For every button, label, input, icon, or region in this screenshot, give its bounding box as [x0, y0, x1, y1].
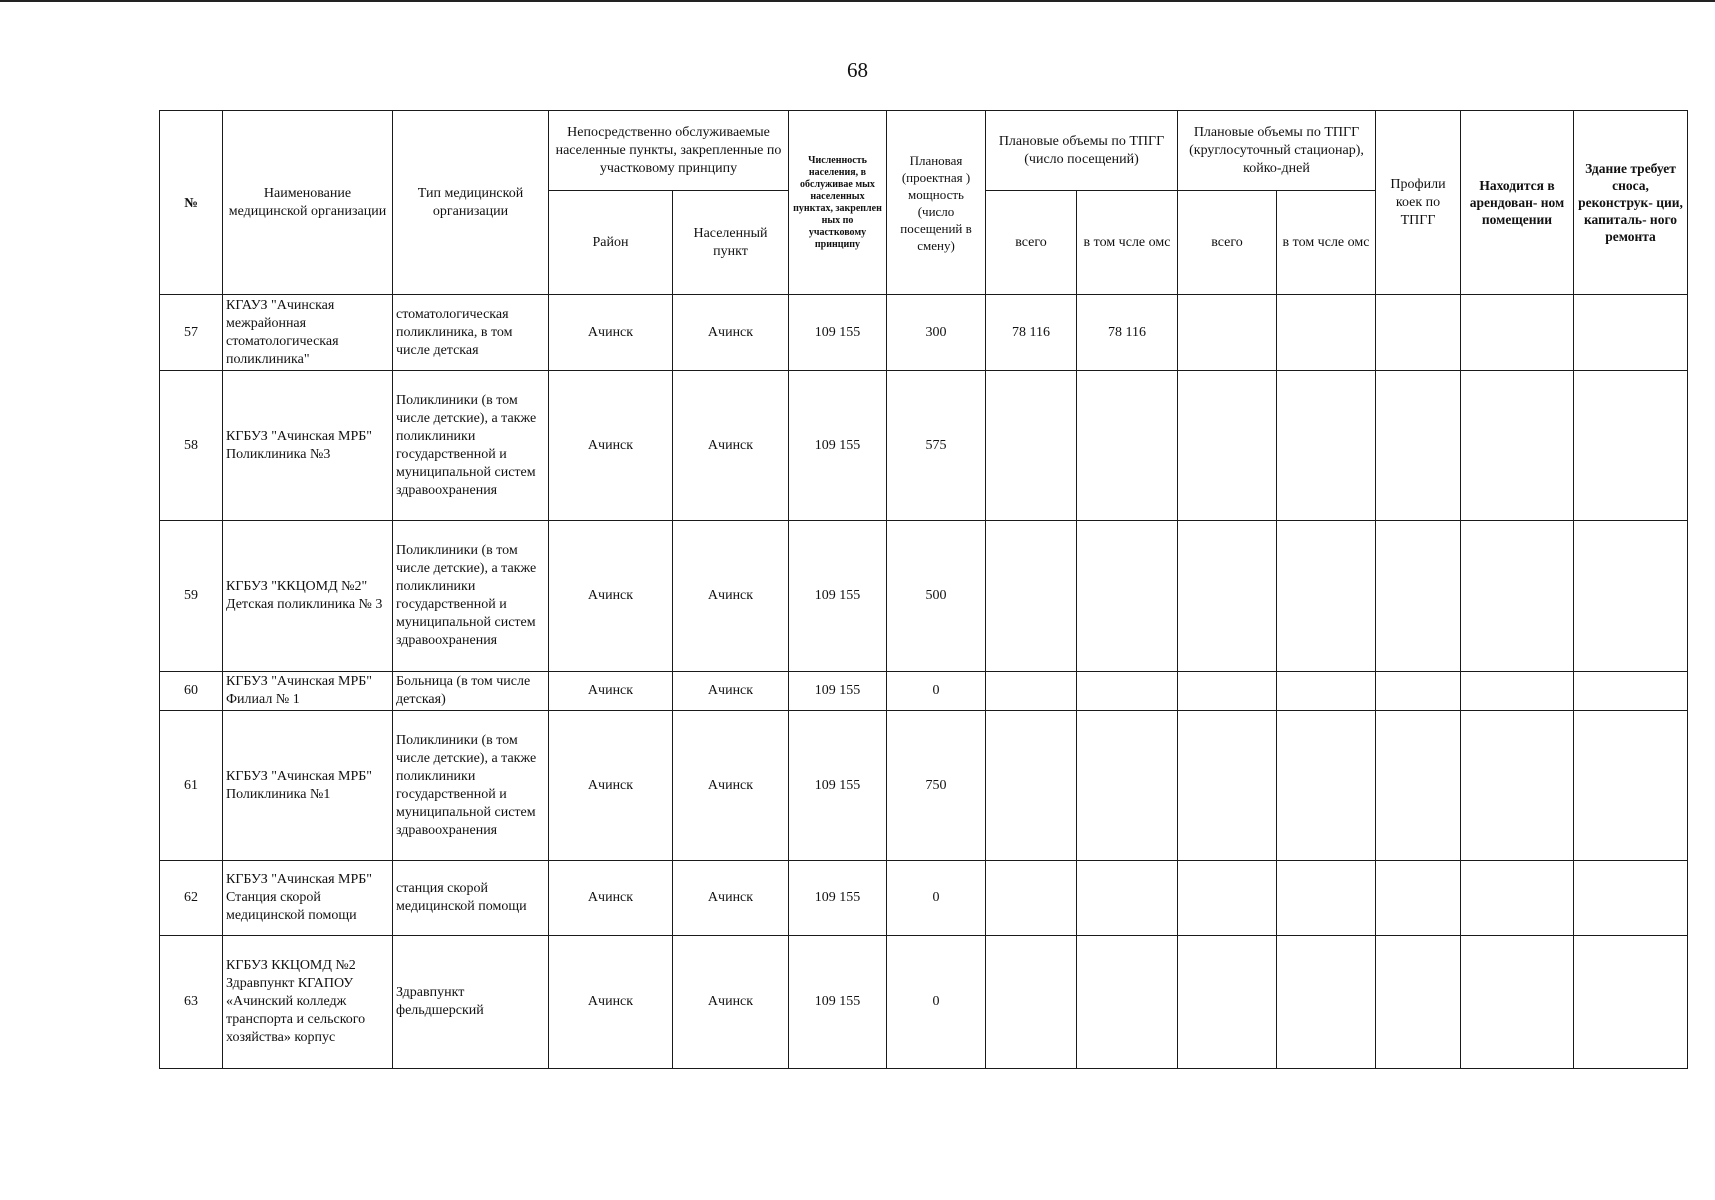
header-row-top: [160, 111, 1688, 191]
table-row: [160, 936, 1688, 1069]
visits-oms-cell: [1077, 371, 1178, 521]
header-visits: Плановые объемы по ТПГГ (число посещений): [986, 111, 1178, 191]
visits-oms-cell: [1077, 711, 1178, 861]
header-name: Наименование медицинской организации: [223, 111, 393, 295]
settlement-cell: Ачинск: [673, 371, 789, 521]
bed-profiles-cell: [1376, 371, 1461, 521]
capacity-cell: 300: [887, 295, 986, 371]
inpatient-total-cell: [1178, 521, 1277, 672]
inpatient-oms-cell: [1277, 371, 1376, 521]
header-visits-total: всего: [986, 191, 1077, 295]
district-cell: Ачинск: [549, 861, 673, 936]
capacity-cell: 0: [887, 936, 986, 1069]
inpatient-total-cell: [1178, 936, 1277, 1069]
row-number-cell: 59: [160, 521, 223, 672]
org-type-cell: стоматологическая поликлиника, в том числе детская: [393, 295, 549, 371]
visits-total-cell: [986, 711, 1077, 861]
district-cell: Ачинск: [549, 672, 673, 711]
visits-total-cell: 78 116: [986, 295, 1077, 371]
visits-oms-cell: [1077, 672, 1178, 711]
header-settlement: Населенный пункт: [673, 191, 789, 295]
rented-cell: [1461, 371, 1574, 521]
header-rented: Находится в арендован- ном помещении: [1461, 111, 1574, 295]
org-name-cell: КГБУЗ "ККЦОМД №2" Детская поликлиника № 3: [223, 521, 393, 672]
bed-profiles-cell: [1376, 711, 1461, 861]
population-cell: 109 155: [789, 371, 887, 521]
medical-organizations-table: [159, 110, 1688, 1069]
capacity-cell: 750: [887, 711, 986, 861]
rented-cell: [1461, 711, 1574, 861]
settlement-cell: Ачинск: [673, 672, 789, 711]
visits-oms-cell: [1077, 861, 1178, 936]
org-name-cell: КГБУЗ ККЦОМД №2 Здравпункт КГАПОУ «Ачинский колледж транспорта и сельского хозяйства» корпус: [223, 936, 393, 1069]
row-number-cell: 57: [160, 295, 223, 371]
visits-total-cell: [986, 521, 1077, 672]
org-type-cell: Поликлиники (в том числе детские), а также поликлиники государственной и муниципальной систем здравоохранения: [393, 711, 549, 861]
row-number-cell: 62: [160, 861, 223, 936]
population-cell: 109 155: [789, 861, 887, 936]
bed-profiles-cell: [1376, 672, 1461, 711]
visits-oms-cell: [1077, 521, 1178, 672]
rented-cell: [1461, 295, 1574, 371]
visits-total-cell: [986, 672, 1077, 711]
header-served: Непосредственно обслуживаемые населенные пункты, закрепленные по участковому принципу: [549, 111, 789, 191]
settlement-cell: Ачинск: [673, 521, 789, 672]
inpatient-total-cell: [1178, 672, 1277, 711]
header-renovation: Здание требует сноса, реконструк- ции, капиталь- ного ремонта: [1574, 111, 1688, 295]
settlement-cell: Ачинск: [673, 936, 789, 1069]
rented-cell: [1461, 861, 1574, 936]
renovation-cell: [1574, 936, 1688, 1069]
inpatient-total-cell: [1178, 861, 1277, 936]
header-type: Тип медицинской организации: [393, 111, 549, 295]
renovation-cell: [1574, 295, 1688, 371]
org-name-cell: КГБУЗ "Ачинская МРБ" Поликлиника №1: [223, 711, 393, 861]
district-cell: Ачинск: [549, 295, 673, 371]
settlement-cell: Ачинск: [673, 711, 789, 861]
table-row: [160, 711, 1688, 861]
population-cell: 109 155: [789, 521, 887, 672]
rented-cell: [1461, 521, 1574, 672]
population-cell: 109 155: [789, 711, 887, 861]
table-row: [160, 295, 1688, 371]
table-row: [160, 672, 1688, 711]
header-inpatient-oms: в том чсле омс: [1277, 191, 1376, 295]
district-cell: Ачинск: [549, 936, 673, 1069]
population-cell: 109 155: [789, 672, 887, 711]
population-cell: 109 155: [789, 295, 887, 371]
header-capacity: Плановая (проектная ) мощность (число посещений в смену): [887, 111, 986, 295]
header-inpatient-total: всего: [1178, 191, 1277, 295]
inpatient-oms-cell: [1277, 521, 1376, 672]
renovation-cell: [1574, 521, 1688, 672]
org-name-cell: КГАУЗ "Ачинская межрайонная стоматологическая поликлиника": [223, 295, 393, 371]
rented-cell: [1461, 672, 1574, 711]
renovation-cell: [1574, 711, 1688, 861]
settlement-cell: Ачинск: [673, 861, 789, 936]
inpatient-oms-cell: [1277, 295, 1376, 371]
header-no: №: [160, 111, 223, 295]
row-number-cell: 60: [160, 672, 223, 711]
inpatient-oms-cell: [1277, 936, 1376, 1069]
capacity-cell: 575: [887, 371, 986, 521]
page-number: 68: [847, 58, 868, 82]
org-name-cell: КГБУЗ "Ачинская МРБ" Филиал № 1: [223, 672, 393, 711]
inpatient-oms-cell: [1277, 672, 1376, 711]
rented-cell: [1461, 936, 1574, 1069]
org-type-cell: станция скорой медицинской помощи: [393, 861, 549, 936]
visits-total-cell: [986, 861, 1077, 936]
bed-profiles-cell: [1376, 295, 1461, 371]
row-number-cell: 58: [160, 371, 223, 521]
org-name-cell: КГБУЗ "Ачинская МРБ" Станция скорой медицинской помощи: [223, 861, 393, 936]
visits-total-cell: [986, 371, 1077, 521]
inpatient-oms-cell: [1277, 711, 1376, 861]
header-district: Район: [549, 191, 673, 295]
org-type-cell: Поликлиники (в том числе детские), а также поликлиники государственной и муниципальной систем здравоохранения: [393, 521, 549, 672]
table-body: [160, 295, 1688, 1069]
header-population: Численность населения, в обслуживае мых населенных пунктах, закреплен ных по участковому принципу: [789, 111, 887, 295]
org-type-cell: Здравпункт фельдшерский: [393, 936, 549, 1069]
visits-oms-cell: [1077, 936, 1178, 1069]
capacity-cell: 0: [887, 672, 986, 711]
district-cell: Ачинск: [549, 521, 673, 672]
inpatient-total-cell: [1178, 371, 1277, 521]
row-number-cell: 63: [160, 936, 223, 1069]
inpatient-total-cell: [1178, 295, 1277, 371]
population-cell: 109 155: [789, 936, 887, 1069]
top-border-line: [0, 0, 1715, 2]
bed-profiles-cell: [1376, 936, 1461, 1069]
capacity-cell: 0: [887, 861, 986, 936]
table-row: [160, 861, 1688, 936]
district-cell: Ачинск: [549, 711, 673, 861]
inpatient-total-cell: [1178, 711, 1277, 861]
row-number-cell: 61: [160, 711, 223, 861]
bed-profiles-cell: [1376, 861, 1461, 936]
settlement-cell: Ачинск: [673, 295, 789, 371]
renovation-cell: [1574, 672, 1688, 711]
renovation-cell: [1574, 861, 1688, 936]
capacity-cell: 500: [887, 521, 986, 672]
org-type-cell: Поликлиники (в том числе детские), а также поликлиники государственной и муниципальной систем здравоохранения: [393, 371, 549, 521]
table-row: [160, 371, 1688, 521]
table-row: [160, 521, 1688, 672]
bed-profiles-cell: [1376, 521, 1461, 672]
visits-oms-cell: 78 116: [1077, 295, 1178, 371]
inpatient-oms-cell: [1277, 861, 1376, 936]
header-bed-profiles: Профили коек по ТПГГ: [1376, 111, 1461, 295]
header-visits-oms: в том чсле омс: [1077, 191, 1178, 295]
renovation-cell: [1574, 371, 1688, 521]
header-inpatient: Плановые объемы по ТПГГ (круглосуточный стационар), койко-дней: [1178, 111, 1376, 191]
org-type-cell: Больница (в том числе детская): [393, 672, 549, 711]
district-cell: Ачинск: [549, 371, 673, 521]
org-name-cell: КГБУЗ "Ачинская МРБ" Поликлиника №3: [223, 371, 393, 521]
visits-total-cell: [986, 936, 1077, 1069]
